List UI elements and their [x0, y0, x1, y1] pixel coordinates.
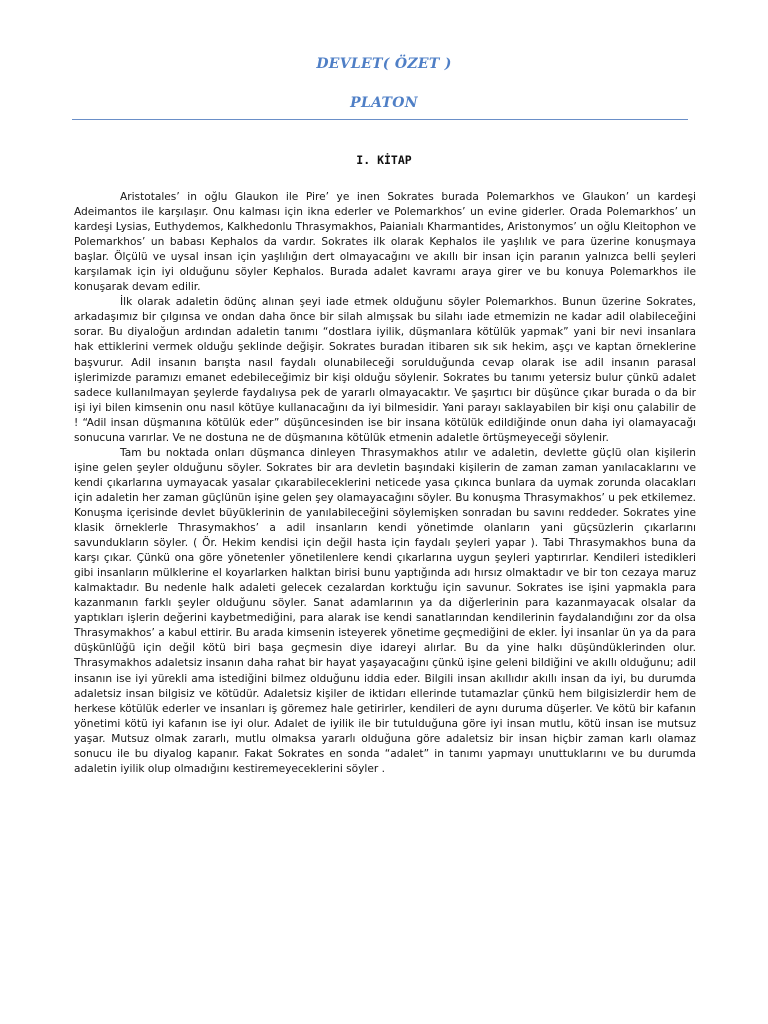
paragraph: Tam bu noktada onları düşmanca dinleyen Thrasymakhos atılır ve adaletin, devlette güçlü olan kişilerin işine gelen şeyler olduğunu söyler. Sokrates bir ara devletin başındaki kişilerin de zaman zaman yanılacaklarını ve kendi çıkarlarına uymayacak yasalar çıkarabileceklerini neticede yasa çıkınca bunlara da uymak zorunda olacakları için adaletin her zaman güçlünün işine gelen şey olamayacağını söyler. Bu konuşma Thrasymakhos’ u pek etkilemez. Konuşma içerisinde devlet büyüklerinin de yanılabileceğini söylemişken sonradan bu savını reddeder. Sokrates yine klasik örneklerle Thrasymakhos’ a adil insanların kendi yönetimde olanların yani güçsüzlerin çıkarlarını savundukların söyler. ( Ör. Hekim kendisi için değil hasta için faydalı şeyleri yapar ). Tabi Thrasymakhos buna da karşı çıkar. Çünkü ona göre yönetenler yönetilenlere kendi çıkarlarına uygun şeyleri yaptırırlar. Kendileri istedikleri gibi insanların mülklerine el koyarlarken halktan birisi bunu yaptığında adı hırsız olmaktadır ve bir ton cezaya maruz kalmaktadır. Bu nedenle halk adaleti gelecek cezalardan korktuğu için savunur. Sokrates ise işini yapmakla para kazanmanın farklı şeyler olduğunu söyler. Sanat adamlarının ya da diğerlerinin para kazanmayacak olsalar da yaptıkları işlerin değerini kaybetmediğini, para alarak ise kendi sanatlarından kendilerinin faydalandığını zor da olsa Thrasymakhos’ a kabul ettirir. Bu arada kimsenin isteyerek yönetime geçmediğini de ekler. İyi insanlar ün ya da para düşkünlüğü için değil kötü biri başa geçmesin diye idareyi alırlar. Bu da yine halkı düşündüklerinden olur. Thrasymakhos adaletsiz insanın daha rahat bir hayat yaşayacağını çünkü işine geleni bildiğini ve akıllı olduğunu; adil insanın ise iyi yürekli ama istediğini bilmez olduğunu iddia eder. Bilgili insan akıllıdır akıllı insan da iyi, bu durumda adaletsiz insan bilgisiz ve kötüdür. Adaletsiz kişiler de iktidarı ellerinde tutamazlar çünkü hem bilgisizlerdir hem de herkese kötülük ederler ve insanları iş göremez hale getirirler, kendileri de aynı duruma düşerler. Ve kötü bir kafanın yönetimi kötü iyi kafanın ise iyi olur. Adalet de iyilik ile bir tutulduğuna göre iyi insan mutlu, kötü insan ise mutsuz yaşar. Mutsuz olmak zararlı, mutlu olmaksa yararlı olduğuna göre adaletsiz bir insan hiçbir zaman karlı olamaz sonucu ile bu diyalog kapanır. Fakat Sokrates en sonda “adalet” in tanımı yapmayı unuttuklarını ve bu durumda adaletin iyilik olup olmadığını kestiremeyeceklerini söyler . — [74, 446, 697, 775]
document-author: PLATON — [350, 95, 418, 111]
document-title: DEVLET( ÖZET ) — [316, 56, 452, 72]
title-divider — [72, 119, 688, 120]
section-heading: I. KİTAP — [356, 153, 412, 167]
paragraph: Aristotales’ in oğlu Glaukon ile Pire’ ye inen Sokrates burada Polemarkhos ve Glaukon’ un kardeşi Adeimantos ile karşılaşır. Onu kalması için ikna ederler ve Polemarkhos’ un evine giderler. Orada Polemarkhos’ un kardeşi Lysias, Euthydemos, Kalkhedonlu Thrasymakhos, Paianialı Kharmantides, Aristonymos’ un oğlu Kleitophon ve Polemarkhos’ un babası Kephalos da vardır. Sokrates ilk olarak Kephalos ile yaşlılık ve para üzerine konuşmaya başlar. Ölçülü ve uysal insan için yaşlılığın dert olmayacağını ve akıllı bir insan için paranın yalnızca belli şeyleri karşılamak için iyi olduğunu söyler Kephalos. Burada adalet kavramı araya girer ve bu konuya Polemarkhos ile konuşarak devam edilir. — [74, 191, 696, 294]
body-text — [74, 190, 696, 777]
paragraph: İlk olarak adaletin ödünç alınan şeyi iade etmek olduğunu söyler Polemarkhos. Bunun üzerine Sokrates, arkadaşımız bir çılgınsa ve ondan daha önce bir silah almışsak bu silahı iade etmemizin ne kadar adil olabileceğini sorar. Bu diyaloğun ardından adaletin tanımı “dostlara iyilik, düşmanlara kötülük yapmak” yani bir nevi insanlara hak ettiklerini vermek olduğu şeklinde değişir. Sokrates buradan itibaren sık sık hekim, aşçı ve kaptan örneklerine başvurur. Adil insanın barışta nasıl faydalı olunabileceği sorulduğunda cevap olarak ise adil insanın parasal işlerimizde paramızı emanet edebileceğimiz bir kişi olduğu söylenir. Sokrates bu tanımı yetersiz bulur çünkü adalet sadece kullanılmayan şeylerde faydalıysa pek de yararlı olmayacaktır. Ve şaşırtıcı bir düşünce çıkar burada o da bir işi iyi bilen kimsenin onu nasıl kötüye kullanacağını da iyi bilmesidir. Yani parayı saklayabilen bir kişi onu çalabilir de ! “Adil insan düşmanına kötülük eder” düşüncesinden ise bir insana kötülük edildiğinde onun daha iyi olamayacağı sonucuna varırlar. Ve ne dostuna ne de düşmanına kötülük etmenin adaletle örtüşmeyeceği söylenir. — [74, 296, 696, 444]
